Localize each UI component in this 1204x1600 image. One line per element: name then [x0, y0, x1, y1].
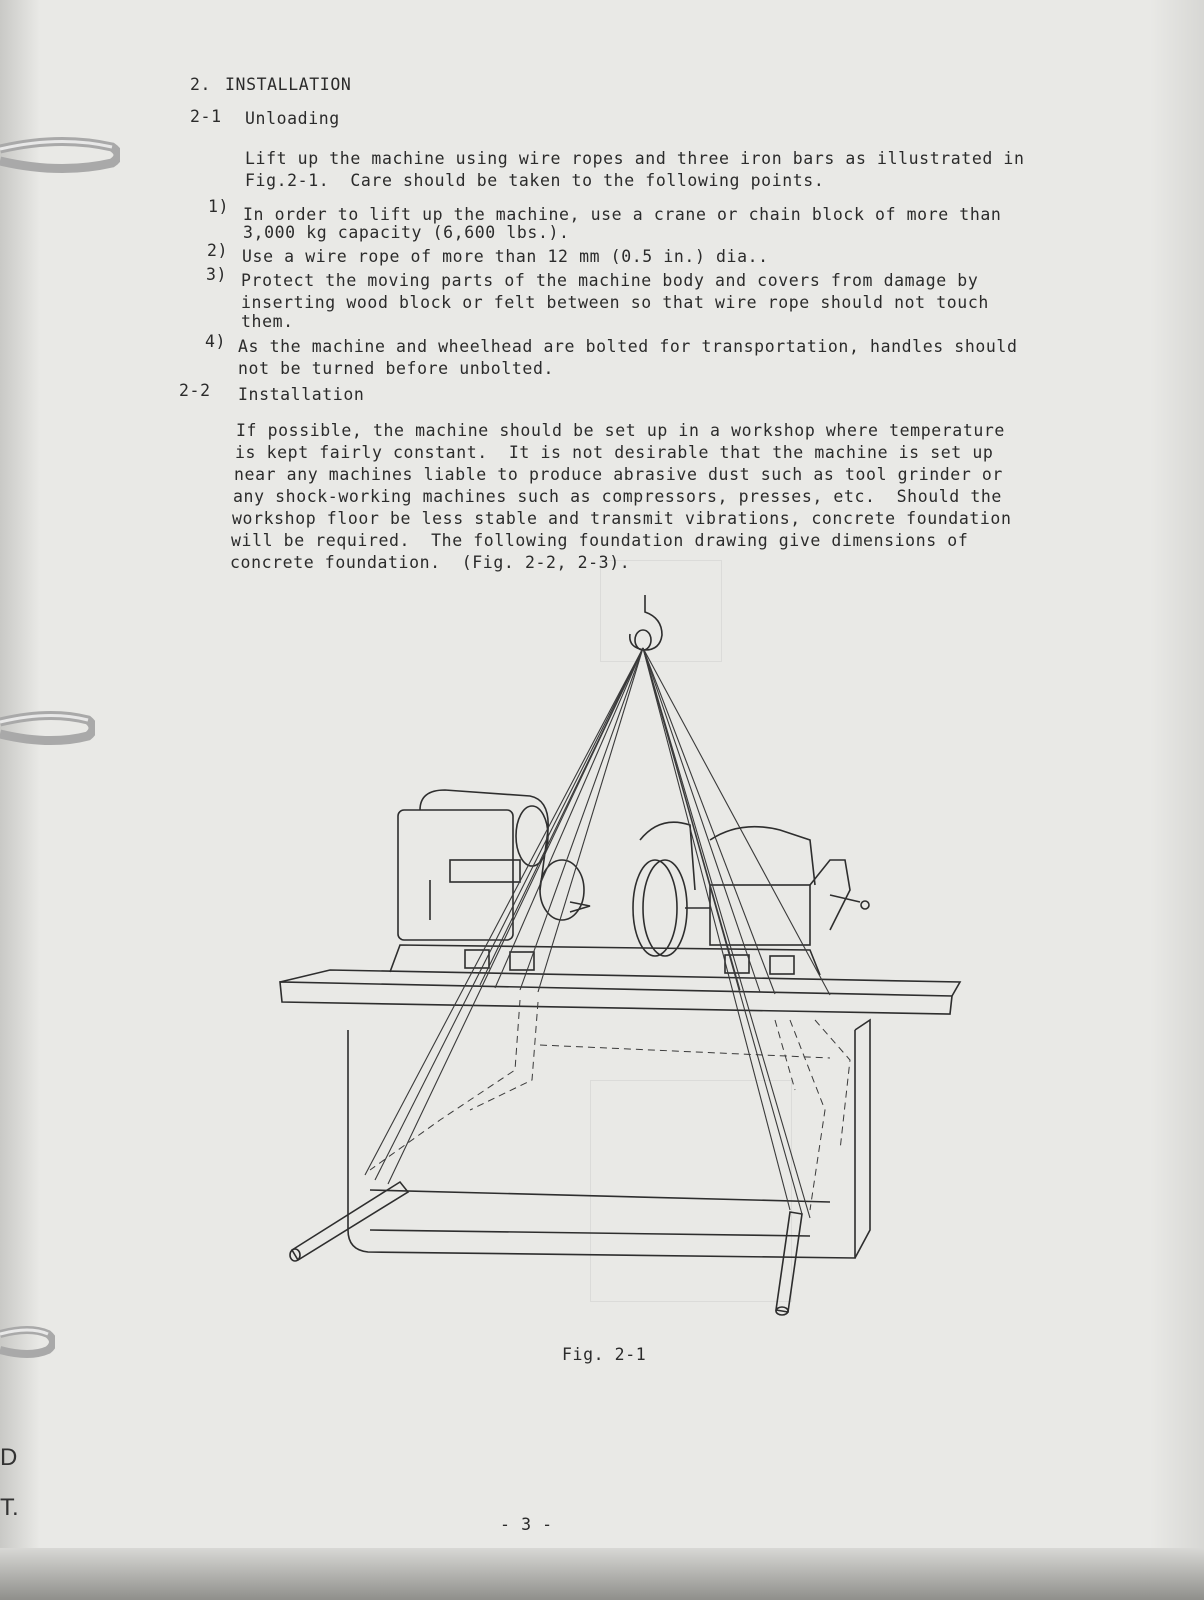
list-item-line: Use a wire rope of more than 12 mm (0.5 in.) dia.. [242, 247, 769, 266]
paragraph-line: workshop floor be less stable and transmit vibrations, concrete foundation [232, 509, 1012, 528]
machine-lifting-illustration [270, 590, 990, 1350]
paragraph-line: is kept fairly constant. It is not desirable that the machine is set up [235, 443, 994, 462]
list-item-line: 3,000 kg capacity (6,600 lbs.). [243, 223, 570, 242]
subsection-title: Installation [238, 385, 365, 404]
subsection-number: 2-1 [190, 107, 222, 126]
figure-caption: Fig. 2-1 [562, 1345, 647, 1364]
list-item-number: 3) [206, 265, 228, 284]
paragraph-line: any shock-working machines such as compressors, presses, etc. Should the [233, 487, 1002, 506]
page-stack-edge [1150, 0, 1204, 1600]
list-item-number: 1) [208, 197, 230, 216]
page-number: - 3 - [500, 1515, 553, 1534]
hidden-wire-rope [370, 1000, 850, 1210]
paragraph-line: will be required. The following foundation drawing give dimensions of [231, 531, 969, 550]
wire-rope [365, 648, 830, 1218]
list-item-line: In order to lift up the machine, use a crane or chain block of more than [243, 205, 1002, 224]
binder-ring-bottom [0, 1322, 55, 1362]
section-number: 2. [190, 75, 212, 94]
paragraph-line: near any machines liable to produce abrasive dust such as tool grinder or [234, 465, 1003, 484]
list-item-line: them. [241, 312, 294, 331]
section-title: INSTALLATION [225, 75, 352, 94]
paragraph-line: Fig.2-1. Care should be taken to the following points. [245, 171, 825, 190]
list-item-line: not be turned before unbolted. [238, 359, 555, 378]
list-item-number: 2) [207, 241, 229, 260]
subsection-number: 2-2 [179, 381, 211, 400]
paragraph-line: If possible, the machine should be set up in a workshop where temperature [236, 421, 1005, 440]
list-item-line: inserting wood block or felt between so that wire rope should not touch [241, 293, 989, 312]
list-item-line: As the machine and wheelhead are bolted for transportation, handles should [238, 337, 1018, 356]
iron-bar [290, 1182, 802, 1315]
margin-handwriting: T. [0, 1494, 19, 1521]
list-item-number: 4) [205, 332, 227, 351]
page-bottom-edge [0, 1548, 1204, 1600]
binder-ring-middle [0, 708, 95, 748]
paragraph-line: Lift up the machine using wire ropes and three iron bars as illustrated in [245, 149, 1025, 168]
subsection-title: Unloading [245, 109, 340, 128]
margin-handwriting: D [0, 1444, 18, 1471]
paragraph-line: concrete foundation. (Fig. 2-2, 2-3). [230, 553, 631, 572]
list-item-line: Protect the moving parts of the machine body and covers from damage by [241, 271, 979, 290]
binder-ring-top [0, 135, 120, 175]
